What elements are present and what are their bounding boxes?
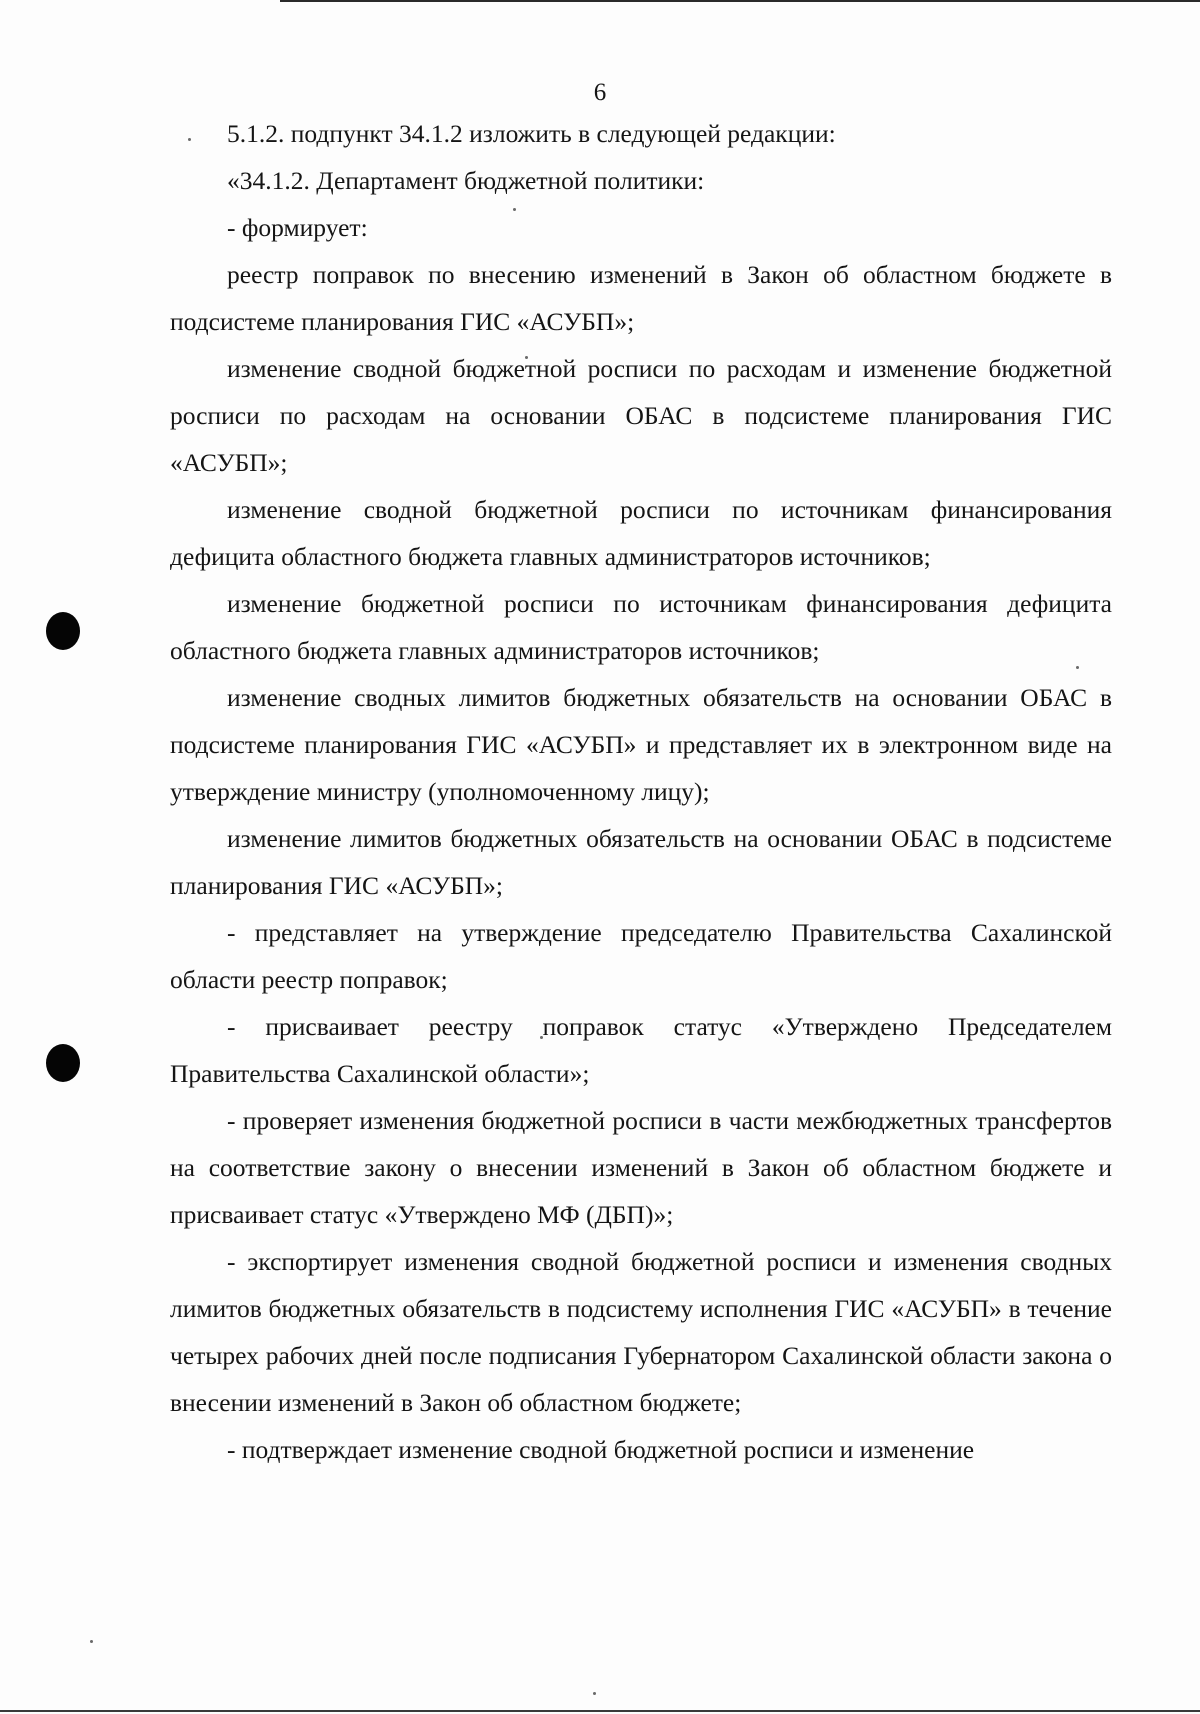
paragraph: - экспортирует изменения сводной бюджетной росписи и изменения сводных лимитов бюджетных обязательств в подсистему исполнения ГИС «АСУБП» в течение четырех рабочих дней после подписания Губернатором Сахалинской области закона о внесении изменений в Закон об областном бюджете;	[170, 1247, 1112, 1417]
scan-speck	[593, 1692, 596, 1695]
punch-hole-mark	[46, 1044, 80, 1082]
document-body	[170, 110, 1112, 1473]
scan-bottom-edge	[0, 1710, 1200, 1712]
punch-hole-mark	[46, 612, 80, 650]
paragraph: - присваивает реестру поправок статус «Утверждено Председателем Правительства Сахалинской области»;	[170, 1012, 1112, 1088]
paragraph: изменение сводной бюджетной росписи по источникам финансирования дефицита областного бюджета главных администраторов источников;	[170, 495, 1112, 571]
scan-speck	[90, 1640, 93, 1643]
paragraph: изменение лимитов бюджетных обязательств на основании ОБАС в подсистеме планирования ГИС «АСУБП»;	[170, 824, 1112, 900]
paragraph: изменение бюджетной росписи по источникам финансирования дефицита областного бюджета главных администраторов источников;	[170, 589, 1112, 665]
paragraph: «34.1.2. Департамент бюджетной политики:	[227, 166, 705, 195]
paragraph: изменение сводной бюджетной росписи по расходам и изменение бюджетной росписи по расходам на основании ОБАС в подсистеме планирования ГИС «АСУБП»;	[170, 354, 1112, 477]
paragraph: - формирует:	[227, 213, 368, 242]
paragraph: 5.1.2. подпункт 34.1.2 изложить в следующей редакции:	[227, 119, 836, 148]
page-number: 6	[593, 79, 607, 106]
paragraph: - подтверждает изменение сводной бюджетной росписи и изменение	[227, 1435, 975, 1464]
scan-top-edge	[280, 0, 1200, 2]
paragraph: реестр поправок по внесению изменений в Закон об областном бюджете в подсистеме планирования ГИС «АСУБП»;	[170, 260, 1112, 336]
paragraph: - проверяет изменения бюджетной росписи в части межбюджетных трансфертов на соответствие закону о внесении изменений в Закон об областном бюджете и присваивает статус «Утверждено МФ (ДБП)»;	[170, 1106, 1112, 1229]
paragraph: - представляет на утверждение председателю Правительства Сахалинской области реестр поправок;	[170, 918, 1112, 994]
paragraph: изменение сводных лимитов бюджетных обязательств на основании ОБАС в подсистеме планирования ГИС «АСУБП» и представляет их в электронном виде на утверждение министру (уполномоченному лицу);	[170, 683, 1112, 806]
